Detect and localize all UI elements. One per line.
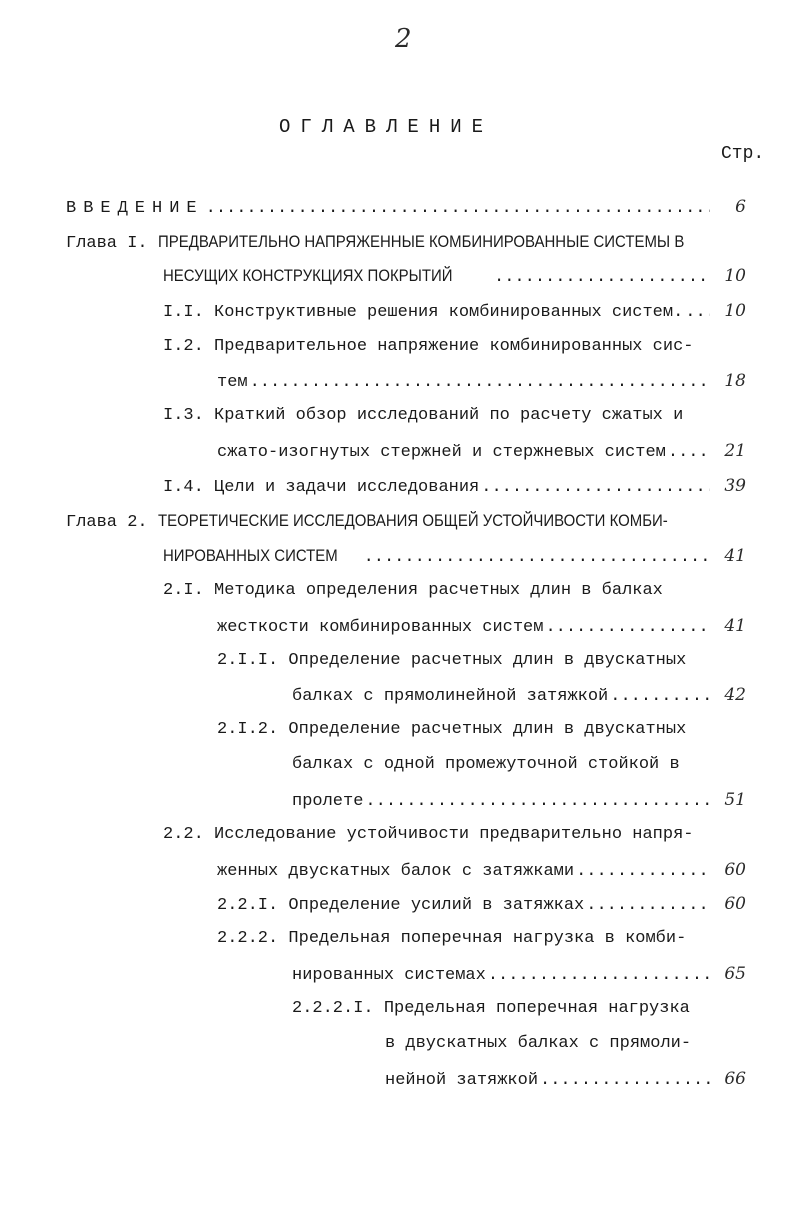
toc-entry	[163, 578, 746, 604]
toc-entry-text: I.4. Цели и задачи исследования	[163, 478, 480, 497]
toc-page-number: 60	[724, 894, 746, 914]
toc-entry-text: 2.I.2. Определение расчетных длин в двускатных	[217, 720, 687, 739]
toc-entry	[385, 1031, 746, 1057]
toc-entry-text: тем	[217, 373, 248, 392]
chapter-label: Глава I.	[66, 234, 158, 253]
toc-page-number: 60	[724, 860, 746, 880]
chapter-label: Глава 2.	[66, 513, 158, 532]
toc-entry	[217, 926, 746, 952]
toc-entry	[217, 648, 746, 674]
toc-entry	[292, 682, 746, 708]
leader-dots	[250, 370, 710, 396]
toc-page-number: 66	[724, 1069, 746, 1089]
leader-dots	[365, 789, 710, 815]
toc-entry	[163, 543, 746, 569]
toc-entry-text: 2.I.I. Определение расчетных длин в двускатных	[217, 651, 687, 670]
toc-entry	[292, 996, 746, 1022]
leader-dots	[685, 300, 710, 326]
leader-dots	[610, 684, 710, 710]
toc-entry-text: 2.2. Исследование устойчивости предварительно напря-	[163, 825, 694, 844]
leader-dots	[540, 1068, 710, 1094]
toc-entry-text: нированных системах	[292, 966, 486, 985]
leader-dots	[576, 859, 710, 885]
toc-entry	[163, 473, 746, 499]
toc-page-number: 10	[724, 301, 746, 321]
toc-entry-text: НЕСУЩИХ КОНСТРУКЦИЯХ ПОКРЫТИЙ	[163, 266, 453, 285]
toc-entry-text: ВВЕДЕНИЕ	[66, 199, 204, 218]
toc-entry	[292, 752, 746, 778]
toc-entry-text: в двускатных балках с прямоли-	[385, 1034, 692, 1053]
toc-entry-text: 2.I. Методика определения расчетных длин в балках	[163, 581, 663, 600]
toc-entry	[163, 822, 746, 848]
toc-page-number: 10	[724, 266, 746, 286]
toc-entry	[66, 194, 746, 220]
toc-page-number: 18	[724, 371, 746, 391]
toc-entry	[217, 613, 746, 639]
toc-page-number: 21	[724, 441, 746, 461]
toc-page-number: 6	[735, 197, 746, 217]
toc-entry	[217, 857, 746, 883]
toc-entry	[217, 368, 746, 394]
toc-entry	[292, 961, 746, 987]
toc-entry-text: женных двускатных балок с затяжками	[217, 862, 575, 881]
toc-entry-text: балках с одной промежуточной стойкой в	[292, 755, 680, 774]
leader-dots	[206, 196, 710, 222]
toc-title: ОГЛАВЛЕНИЕ	[279, 116, 494, 138]
toc-entry	[217, 438, 746, 464]
toc-entry	[217, 717, 746, 743]
toc-entry-text: пролете	[292, 792, 364, 811]
toc-entry	[66, 229, 746, 255]
toc-entry-text: I.2. Предварительное напряжение комбинированных сис-	[163, 337, 694, 356]
toc-page-number: 41	[724, 616, 746, 636]
toc-entry	[163, 403, 746, 429]
leader-dots	[481, 475, 710, 501]
toc-entry-text: I.3. Краткий обзор исследований по расчету сжатых и	[163, 406, 684, 425]
toc-entry	[385, 1066, 746, 1092]
toc-entry-text: 2.2.2.I. Предельная поперечная нагрузка	[292, 999, 690, 1018]
toc-entry-text: нейной затяжкой	[385, 1071, 539, 1090]
toc-entry	[163, 334, 746, 360]
toc-entry-text: НИРОВАННЫХ СИСТЕМ	[163, 546, 338, 565]
toc-entry-text: балках с прямолинейной затяжкой	[292, 687, 609, 706]
page-column-label: Стр.	[721, 144, 765, 164]
leader-dots	[545, 615, 710, 641]
leader-dots	[488, 963, 710, 989]
page-number: 2	[395, 24, 412, 54]
toc-entry-text: сжато-изогнутых стержней и стержневых систем	[217, 443, 666, 462]
toc-entry	[66, 508, 746, 534]
leader-dots	[364, 545, 710, 571]
toc-page-number: 42	[724, 685, 746, 705]
toc-page-number: 39	[724, 476, 746, 496]
toc-entry	[163, 298, 746, 324]
leader-dots	[668, 440, 710, 466]
toc-page-number: 41	[724, 546, 746, 566]
toc-page-number: 51	[724, 790, 746, 810]
toc-entry-heading: ПРЕДВАРИТЕЛЬНО НАПРЯЖЕННЫЕ КОМБИНИРОВАННЫЕ СИСТЕМЫ В	[157, 232, 685, 251]
toc-entry-text: 2.2.2. Предельная поперечная нагрузка в комби-	[217, 929, 687, 948]
leader-dots	[494, 265, 710, 291]
toc-entry-text: I.I. Конструктивные решения комбинированных систем.	[163, 303, 684, 322]
leader-dots	[586, 893, 710, 919]
toc-entry-heading: ТЕОРЕТИЧЕСКИЕ ИССЛЕДОВАНИЯ ОБЩЕЙ УСТОЙЧИВОСТИ КОМБИ-	[157, 511, 668, 530]
toc-entry	[217, 891, 746, 917]
toc-page-number: 65	[724, 964, 746, 984]
toc-entry-text: жесткости комбинированных систем	[217, 618, 544, 637]
toc-entry	[292, 787, 746, 813]
toc-entry-text: 2.2.I. Определение усилий в затяжках	[217, 896, 585, 915]
toc-entry	[163, 263, 746, 289]
